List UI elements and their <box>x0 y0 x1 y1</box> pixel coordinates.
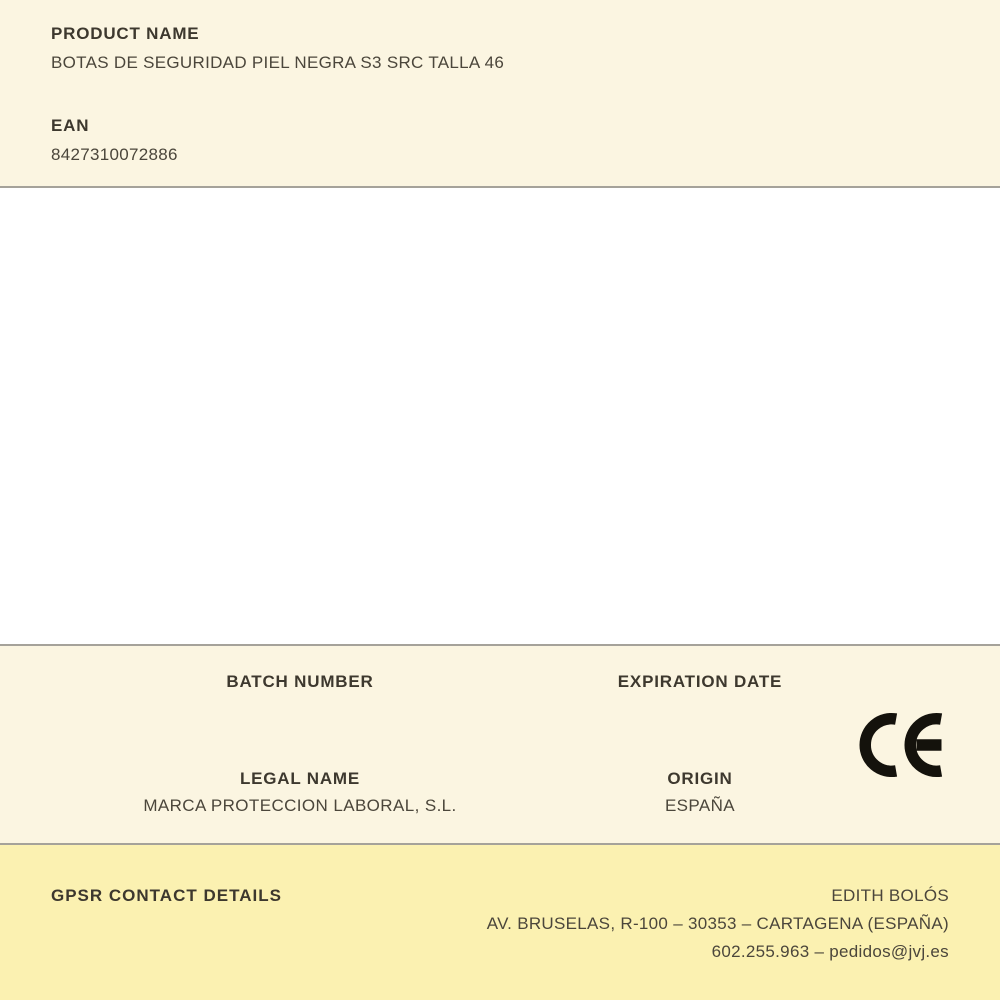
blank-content-section <box>0 188 1000 644</box>
expiration-date-label: EXPIRATION DATE <box>617 672 783 691</box>
gpsr-contact-block <box>487 882 949 966</box>
expiration-date-field <box>500 672 900 698</box>
ce-mark-icon <box>859 712 943 778</box>
origin-label: ORIGIN <box>667 769 733 788</box>
origin-value: ESPAÑA <box>664 796 736 815</box>
gpsr-contact-label: GPSR CONTACT DETAILS <box>51 886 282 905</box>
batch-expiration-row <box>100 646 900 698</box>
ean-value: 8427310072886 <box>51 145 178 164</box>
batch-number-label: BATCH NUMBER <box>226 672 374 691</box>
gpsr-contact-name: EDITH BOLÓS <box>831 886 949 905</box>
gpsr-contact-phone-email: 602.255.963 – pedidos@jvj.es <box>711 942 949 961</box>
legal-name-field <box>100 769 500 817</box>
legal-name-label: LEGAL NAME <box>239 769 361 788</box>
origin-field <box>500 769 900 817</box>
batch-legal-section <box>0 646 1000 843</box>
ean-field <box>51 116 949 166</box>
product-name-value: BOTAS DE SEGURIDAD PIEL NEGRA S3 SRC TALLA 46 <box>51 53 505 72</box>
legal-origin-row <box>100 769 900 817</box>
batch-number-field <box>100 672 500 698</box>
legal-name-value: MARCA PROTECCION LABORAL, S.L. <box>143 796 457 815</box>
gpsr-contact-section <box>0 845 1000 1000</box>
gpsr-contact-address: AV. BRUSELAS, R-100 – 30353 – CARTAGENA (ESPAÑA) <box>486 914 949 933</box>
ean-label: EAN <box>51 116 90 135</box>
product-name-label: PRODUCT NAME <box>51 24 200 43</box>
product-name-field <box>51 24 949 74</box>
product-info-section <box>0 0 1000 186</box>
